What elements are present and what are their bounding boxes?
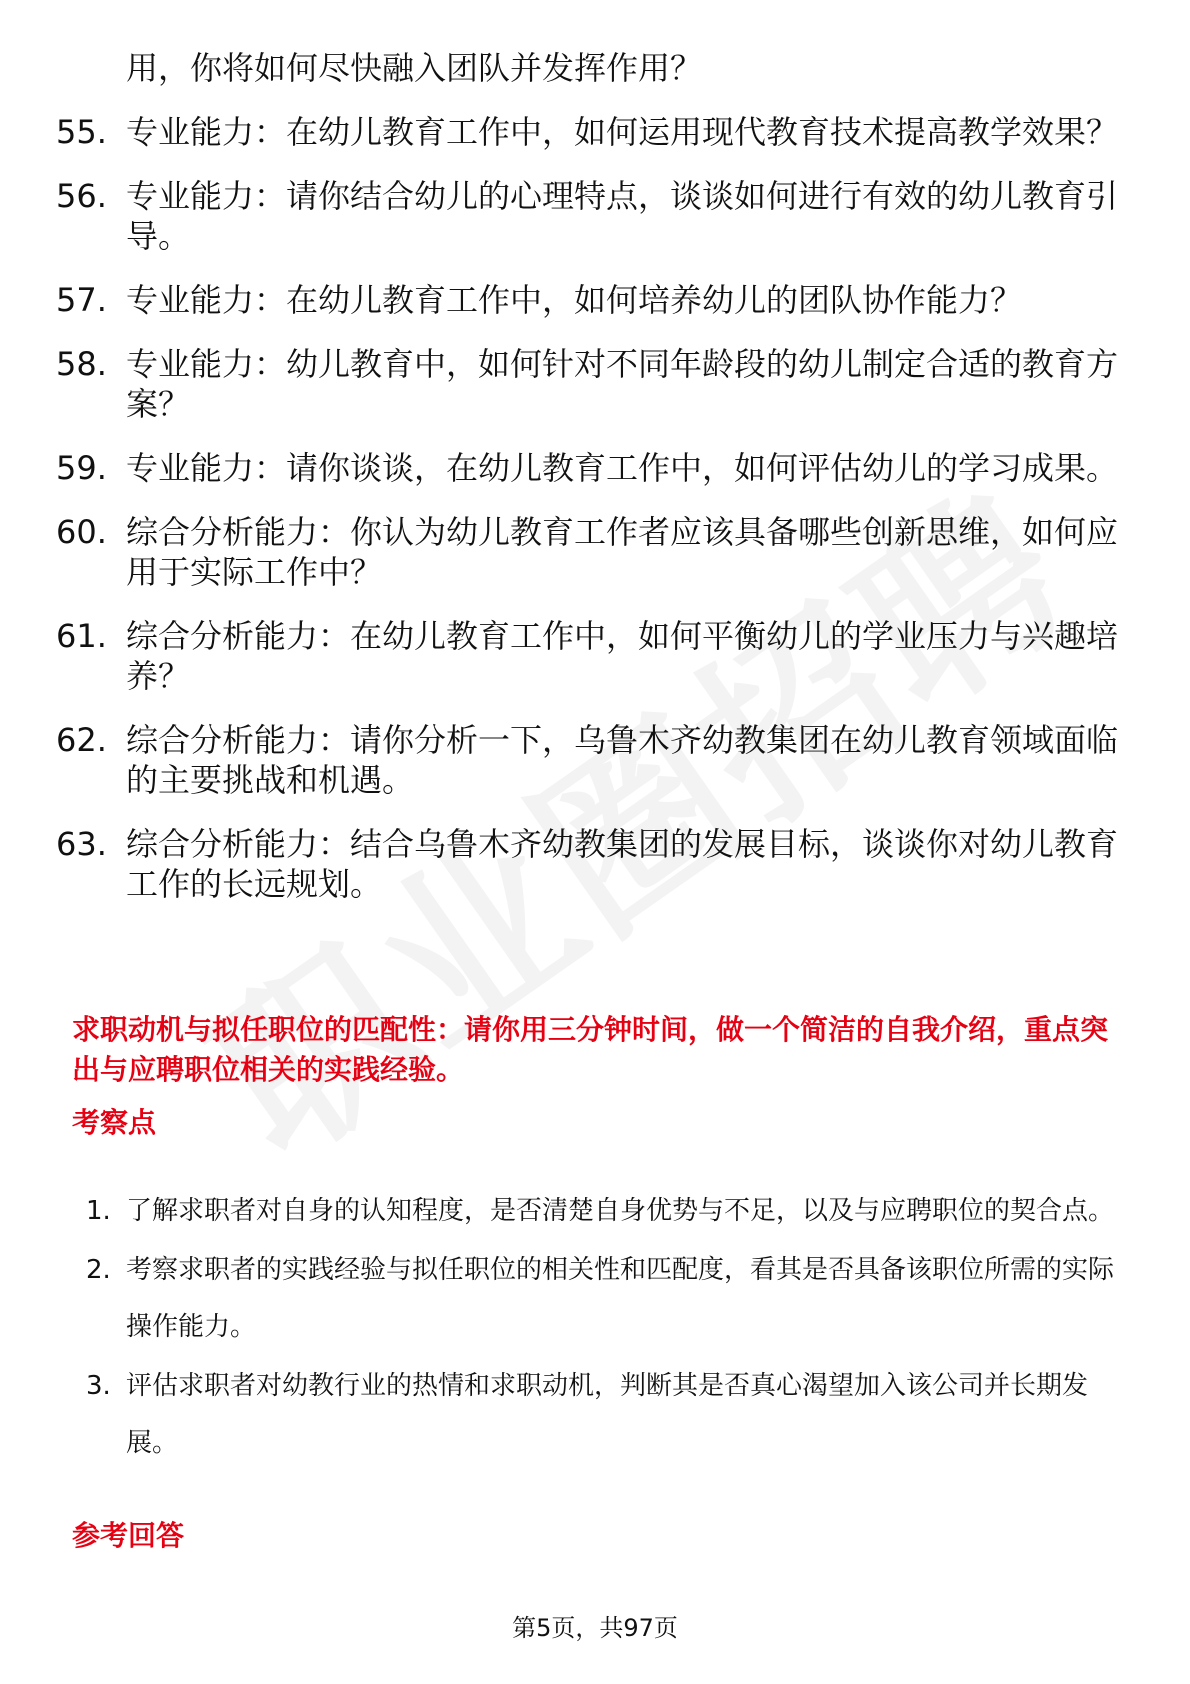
question-text: 在幼儿教育工作中，如何运用现代教育技术提高教学效果？ <box>286 113 1119 151</box>
question-number: 56. <box>56 177 107 215</box>
point-text: 了解求职者对自身的认知程度，是否清楚自身优势与不足，以及与应聘职位的契合点。 <box>126 1196 1115 1226</box>
question-text: 请你分析一下，乌鲁木齐幼教集团在幼儿教育领域面临的主要挑战和机遇。 <box>126 721 1119 799</box>
question-number: 61. <box>56 617 107 655</box>
question-item <box>56 112 1126 152</box>
question-text: 在幼儿教育工作中，如何平衡幼儿的学业压力与兴趣培养？ <box>126 617 1119 695</box>
question-category: 综合分析能力： <box>126 721 351 759</box>
question-number: 59. <box>56 449 107 487</box>
question-number: 58. <box>56 345 107 383</box>
question-text: 你认为幼儿教育工作者应该具备哪些创新思维，如何应用于实际工作中？ <box>126 513 1119 591</box>
question-number: 60. <box>56 513 107 551</box>
question-category: 专业能力： <box>126 449 287 487</box>
question-item <box>56 824 1126 904</box>
question-category: 专业能力： <box>126 281 287 319</box>
question-category: 专业能力： <box>126 113 287 151</box>
question-item <box>56 720 1126 800</box>
question-category: 综合分析能力： <box>126 617 351 655</box>
question-category: 综合分析能力： <box>126 513 351 551</box>
question-item <box>56 616 1126 696</box>
page-footer: 第5页，共97页 <box>512 1614 678 1642</box>
question-item <box>56 448 1126 488</box>
question-text: 结合乌鲁木齐幼教集团的发展目标，谈谈你对幼儿教育工作的长远规划。 <box>126 825 1119 903</box>
question-category: 综合分析能力： <box>126 825 351 863</box>
question-number: 57. <box>56 281 107 319</box>
question-list <box>56 112 1126 928</box>
inspection-point <box>86 1358 1126 1472</box>
point-number: 2. <box>86 1255 111 1285</box>
question-number: 63. <box>56 825 107 863</box>
question-item <box>56 512 1126 592</box>
question-number: 55. <box>56 113 107 151</box>
question-category: 专业能力： <box>126 345 287 383</box>
continuation-line: 用，你将如何尽快融入团队并发挥作用？ <box>126 49 703 87</box>
question-item <box>56 176 1126 256</box>
inspection-point <box>86 1242 1126 1356</box>
featured-question: 求职动机与拟任职位的匹配性：请你用三分钟时间，做一个简洁的自我介绍，重点突出与应聘职位相关的实践经验。 <box>72 1013 1109 1086</box>
point-number: 3. <box>86 1371 111 1401</box>
question-number: 62. <box>56 721 107 759</box>
question-text: 幼儿教育中，如何针对不同年龄段的幼儿制定合适的教育方案？ <box>126 345 1119 423</box>
inspection-points-list <box>86 1183 1126 1474</box>
reference-heading: 参考回答 <box>72 1519 185 1552</box>
inspection-point <box>86 1183 1126 1240</box>
question-text: 在幼儿教育工作中，如何培养幼儿的团队协作能力？ <box>286 281 1023 319</box>
question-text: 请你结合幼儿的心理特点，谈谈如何进行有效的幼儿教育引导。 <box>126 177 1119 255</box>
question-category: 专业能力： <box>126 177 287 215</box>
point-number: 1. <box>86 1196 111 1226</box>
inspection-heading: 考察点 <box>72 1106 157 1139</box>
question-item <box>56 280 1126 320</box>
point-text: 评估求职者对幼教行业的热情和求职动机，判断其是否真心渴望加入该公司并长期发展。 <box>126 1371 1089 1458</box>
question-item <box>56 344 1126 424</box>
question-text: 请你谈谈，在幼儿教育工作中，如何评估幼儿的学习成果。 <box>286 449 1119 487</box>
point-text: 考察求职者的实践经验与拟任职位的相关性和匹配度，看其是否具备该职位所需的实际操作能力。 <box>126 1255 1115 1342</box>
